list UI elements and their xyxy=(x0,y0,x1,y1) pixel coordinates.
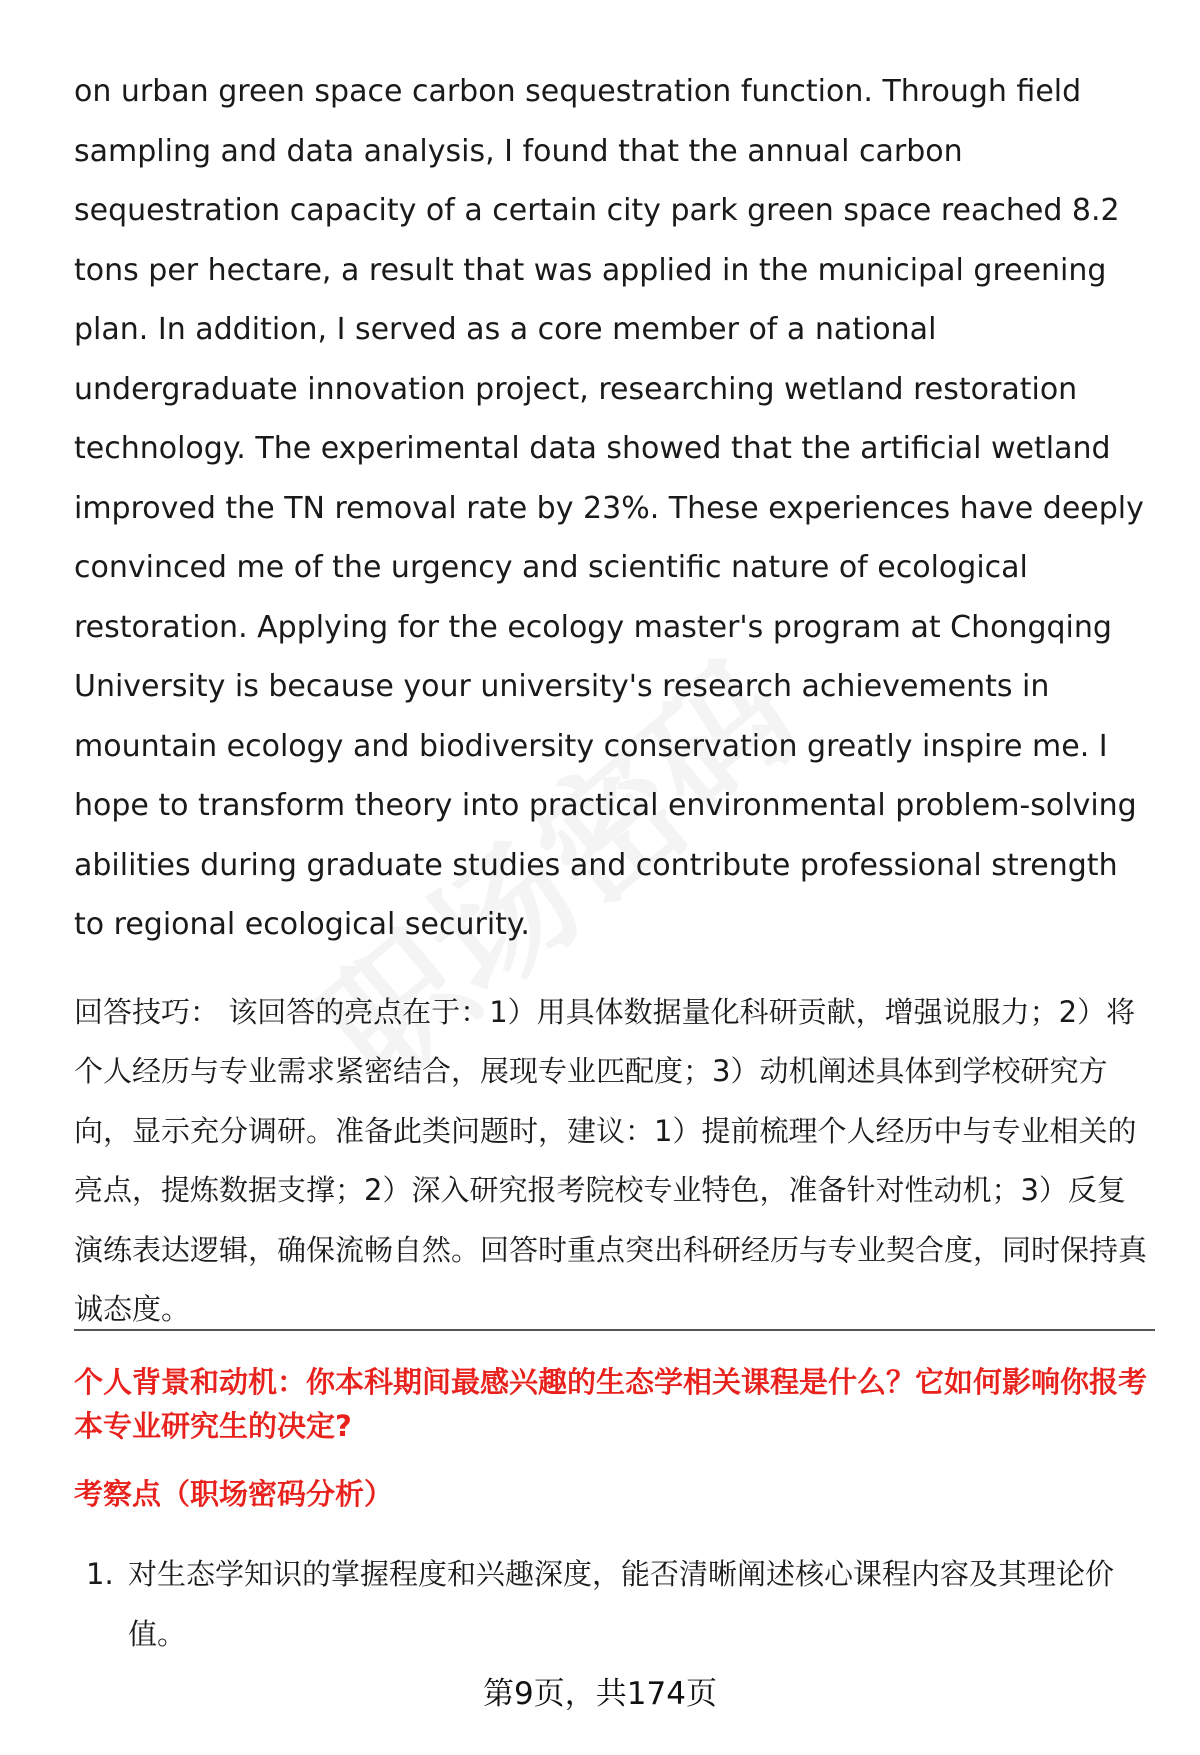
list-item xyxy=(86,1545,1156,1664)
list-item-number: 1. xyxy=(86,1557,114,1591)
answer-paragraph: on urban green space carbon sequestration function. Through field sampling and data analysis, I found that the annual carbon sequestration capacity of a certain city park green space reached 8.2 tons per hectare, a result that was applied in the municipal greening plan. In addition, I served as a core member of a national undergraduate innovation project, researching wetland restoration technology. The experimental data showed that the artificial wetland improved the TN removal rate by 23%. These experiences have deeply convinced me of the urgency and scientific nature of ecological restoration. Applying for the ecology master's program at Chongqing University is because your university's research achievements in mountain ecology and biodiversity conservation greatly inspire me. I hope to transform theory into practical environmental problem-solving abilities during graduate studies and contribute professional strength to regional ecological security. xyxy=(74,74,1144,942)
answer-tips-paragraph: 回答技巧： 该回答的亮点在于：1）用具体数据量化科研贡献，增强说服力；2）将个人经历与专业需求紧密结合，展现专业匹配度；3）动机阐述具体到学校研究方向，显示充分调研。准备此类问题时，建议：1）提前梳理个人经历中与专业相关的亮点，提炼数据支撑；2）深入研究报考院校专业特色，准备针对性动机；3）反复演练表达逻辑，确保流畅自然。回答时重点突出科研经历与专业契合度，同时保持真诚态度。 xyxy=(74,994,1148,1326)
assessment-points-list xyxy=(86,1545,1156,1664)
section-divider xyxy=(74,1329,1155,1331)
document-content xyxy=(74,62,1154,1340)
list-item-text: 对生态学知识的掌握程度和兴趣深度，能否清晰阐述核心课程内容及其理论价值。 xyxy=(128,1557,1115,1651)
question-heading: 个人背景和动机：你本科期间最感兴趣的生态学相关课程是什么？它如何影响你报考本专业研究生的决定? xyxy=(74,1365,1148,1443)
assessment-points-title: 考察点（职场密码分析） xyxy=(74,1477,394,1511)
page-number-footer: 第9页，共174页 xyxy=(483,1676,717,1712)
